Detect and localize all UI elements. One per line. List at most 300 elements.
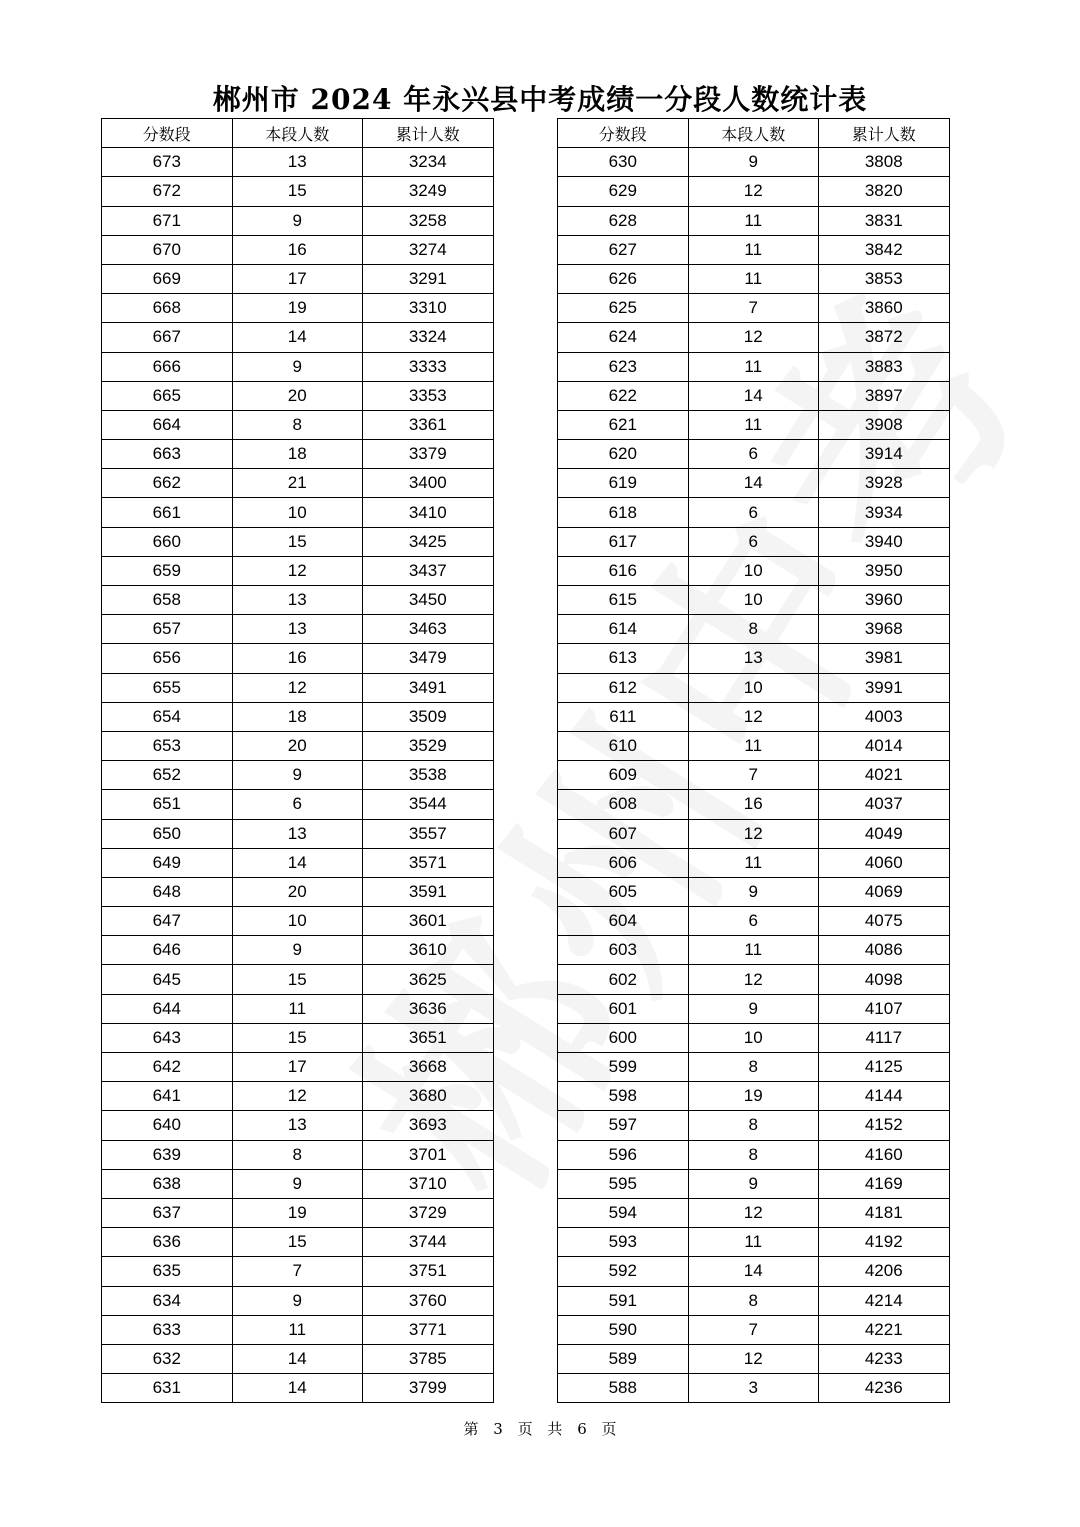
cumulative-count-cell: 4003 (819, 702, 950, 731)
score-band-cell: 621 (558, 410, 689, 439)
band-count-cell: 13 (232, 1111, 363, 1140)
table-row (558, 1228, 950, 1257)
band-count-cell: 15 (232, 177, 363, 206)
score-band-cell: 600 (558, 1023, 689, 1052)
band-count-cell: 11 (688, 264, 819, 293)
score-band-cell: 626 (558, 264, 689, 293)
table-row (102, 702, 494, 731)
score-band-cell: 671 (102, 206, 233, 235)
score-band-cell: 637 (102, 1198, 233, 1227)
band-count-cell: 10 (688, 556, 819, 585)
cumulative-count-cell: 3981 (819, 644, 950, 673)
score-band-cell: 610 (558, 731, 689, 760)
band-count-cell: 12 (232, 673, 363, 702)
score-band-cell: 612 (558, 673, 689, 702)
score-band-cell: 667 (102, 323, 233, 352)
score-band-cell: 669 (102, 264, 233, 293)
table-row (558, 1315, 950, 1344)
band-count-cell: 8 (232, 1140, 363, 1169)
band-count-cell: 12 (688, 1198, 819, 1227)
score-band-cell: 591 (558, 1286, 689, 1315)
band-count-cell: 12 (688, 323, 819, 352)
score-band-cell: 609 (558, 761, 689, 790)
score-band-cell: 659 (102, 556, 233, 585)
cumulative-count-cell: 3601 (363, 907, 494, 936)
table-row (102, 1315, 494, 1344)
score-band-cell: 672 (102, 177, 233, 206)
cumulative-count-cell: 3425 (363, 527, 494, 556)
band-count-cell: 9 (688, 148, 819, 177)
table-row (558, 177, 950, 206)
cumulative-count-cell: 3437 (363, 556, 494, 585)
band-count-cell: 12 (688, 702, 819, 731)
band-count-cell: 9 (232, 1169, 363, 1198)
band-count-cell: 13 (232, 819, 363, 848)
score-band-cell: 620 (558, 440, 689, 469)
cumulative-count-cell: 4098 (819, 965, 950, 994)
band-count-cell: 12 (232, 556, 363, 585)
table-row (102, 323, 494, 352)
cumulative-count-cell: 3751 (363, 1257, 494, 1286)
table-header-row (558, 119, 950, 148)
table-row (558, 702, 950, 731)
table-row (102, 527, 494, 556)
cumulative-count-cell: 3680 (363, 1082, 494, 1111)
cumulative-count-cell: 3701 (363, 1140, 494, 1169)
table-row (558, 1169, 950, 1198)
score-band-cell: 665 (102, 381, 233, 410)
table-row (558, 1082, 950, 1111)
footer-page-number: 3 (493, 1420, 503, 1438)
score-band-cell: 592 (558, 1257, 689, 1286)
table-row (558, 586, 950, 615)
table-row (558, 1140, 950, 1169)
band-count-cell: 11 (232, 1315, 363, 1344)
cumulative-count-cell: 4086 (819, 936, 950, 965)
cumulative-count-cell: 3785 (363, 1344, 494, 1373)
score-band-cell: 647 (102, 907, 233, 936)
cumulative-count-cell: 3799 (363, 1374, 494, 1403)
cumulative-count-cell: 3479 (363, 644, 494, 673)
cumulative-count-cell: 3591 (363, 877, 494, 906)
score-band-cell: 615 (558, 586, 689, 615)
band-count-cell: 14 (232, 323, 363, 352)
table-row (102, 644, 494, 673)
table-row (558, 848, 950, 877)
score-band-cell: 651 (102, 790, 233, 819)
score-band-cell: 624 (558, 323, 689, 352)
band-count-cell: 19 (688, 1082, 819, 1111)
table-row (558, 965, 950, 994)
score-band-cell: 634 (102, 1286, 233, 1315)
band-count-cell: 17 (232, 264, 363, 293)
header-score-band: 分数段 (102, 119, 233, 148)
cumulative-count-cell: 3333 (363, 352, 494, 381)
cumulative-count-cell: 4125 (819, 1053, 950, 1082)
band-count-cell: 17 (232, 1053, 363, 1082)
cumulative-count-cell: 3491 (363, 673, 494, 702)
score-band-cell: 656 (102, 644, 233, 673)
table-row (558, 994, 950, 1023)
cumulative-count-cell: 3729 (363, 1198, 494, 1227)
table-row (102, 148, 494, 177)
score-band-cell: 662 (102, 469, 233, 498)
table-row (558, 877, 950, 906)
score-band-cell: 633 (102, 1315, 233, 1344)
table-row (558, 1286, 950, 1315)
cumulative-count-cell: 4192 (819, 1228, 950, 1257)
score-band-cell: 605 (558, 877, 689, 906)
table-row (102, 1374, 494, 1403)
cumulative-count-cell: 4236 (819, 1374, 950, 1403)
score-band-cell: 593 (558, 1228, 689, 1257)
cumulative-count-cell: 3249 (363, 177, 494, 206)
band-count-cell: 7 (688, 294, 819, 323)
cumulative-count-cell: 3693 (363, 1111, 494, 1140)
table-row (102, 294, 494, 323)
score-band-cell: 627 (558, 235, 689, 264)
cumulative-count-cell: 3771 (363, 1315, 494, 1344)
band-count-cell: 15 (232, 527, 363, 556)
cumulative-count-cell: 4075 (819, 907, 950, 936)
page-footer (0, 1418, 1080, 1439)
band-count-cell: 7 (688, 761, 819, 790)
score-band-cell: 658 (102, 586, 233, 615)
cumulative-count-cell: 4117 (819, 1023, 950, 1052)
table-row (558, 352, 950, 381)
cumulative-count-cell: 3509 (363, 702, 494, 731)
band-count-cell: 16 (688, 790, 819, 819)
table-row (558, 761, 950, 790)
table-row (558, 498, 950, 527)
table-row (558, 790, 950, 819)
score-band-cell: 640 (102, 1111, 233, 1140)
band-count-cell: 14 (688, 381, 819, 410)
score-band-cell: 635 (102, 1257, 233, 1286)
band-count-cell: 11 (688, 848, 819, 877)
cumulative-count-cell: 3379 (363, 440, 494, 469)
band-count-cell: 20 (232, 877, 363, 906)
cumulative-count-cell: 3991 (819, 673, 950, 702)
table-row (102, 673, 494, 702)
score-band-cell: 643 (102, 1023, 233, 1052)
cumulative-count-cell: 4160 (819, 1140, 950, 1169)
score-band-cell: 642 (102, 1053, 233, 1082)
band-count-cell: 19 (232, 1198, 363, 1227)
cumulative-count-cell: 3571 (363, 848, 494, 877)
table-row (102, 1228, 494, 1257)
cumulative-count-cell: 3950 (819, 556, 950, 585)
score-table-left (101, 118, 494, 1403)
cumulative-count-cell: 3842 (819, 235, 950, 264)
table-row (102, 177, 494, 206)
cumulative-count-cell: 3410 (363, 498, 494, 527)
cumulative-count-cell: 3274 (363, 235, 494, 264)
band-count-cell: 14 (688, 1257, 819, 1286)
cumulative-count-cell: 3744 (363, 1228, 494, 1257)
band-count-cell: 8 (688, 1053, 819, 1082)
band-count-cell: 9 (232, 1286, 363, 1315)
table-row (558, 819, 950, 848)
score-band-cell: 599 (558, 1053, 689, 1082)
band-count-cell: 10 (232, 907, 363, 936)
cumulative-count-cell: 3353 (363, 381, 494, 410)
score-band-cell: 641 (102, 1082, 233, 1111)
band-count-cell: 9 (232, 761, 363, 790)
table-row (558, 644, 950, 673)
table-row (102, 469, 494, 498)
table-row (558, 527, 950, 556)
band-count-cell: 21 (232, 469, 363, 498)
band-count-cell: 8 (688, 1140, 819, 1169)
table-row (558, 323, 950, 352)
table-row (102, 965, 494, 994)
table-row (102, 235, 494, 264)
cumulative-count-cell: 3400 (363, 469, 494, 498)
table-row (558, 907, 950, 936)
score-band-cell: 623 (558, 352, 689, 381)
score-band-cell: 601 (558, 994, 689, 1023)
table-row (558, 556, 950, 585)
score-band-cell: 652 (102, 761, 233, 790)
cumulative-count-cell: 4014 (819, 731, 950, 760)
cumulative-count-cell: 3940 (819, 527, 950, 556)
band-count-cell: 9 (688, 877, 819, 906)
band-count-cell: 18 (232, 702, 363, 731)
table-row (102, 615, 494, 644)
band-count-cell: 13 (232, 148, 363, 177)
band-count-cell: 7 (688, 1315, 819, 1344)
band-count-cell: 12 (688, 1344, 819, 1373)
table-row (558, 731, 950, 760)
header-band-count: 本段人数 (232, 119, 363, 148)
table-row (102, 1169, 494, 1198)
band-count-cell: 9 (232, 206, 363, 235)
score-band-cell: 588 (558, 1374, 689, 1403)
band-count-cell: 9 (232, 352, 363, 381)
table-row (558, 1111, 950, 1140)
score-band-cell: 625 (558, 294, 689, 323)
band-count-cell: 10 (232, 498, 363, 527)
score-band-cell: 598 (558, 1082, 689, 1111)
table-row (102, 1023, 494, 1052)
band-count-cell: 13 (688, 644, 819, 673)
band-count-cell: 6 (688, 527, 819, 556)
cumulative-count-cell: 4144 (819, 1082, 950, 1111)
band-count-cell: 8 (688, 615, 819, 644)
score-band-cell: 645 (102, 965, 233, 994)
cumulative-count-cell: 3853 (819, 264, 950, 293)
band-count-cell: 15 (232, 1023, 363, 1052)
cumulative-count-cell: 3538 (363, 761, 494, 790)
score-band-cell: 613 (558, 644, 689, 673)
band-count-cell: 11 (232, 994, 363, 1023)
cumulative-count-cell: 4221 (819, 1315, 950, 1344)
band-count-cell: 13 (232, 615, 363, 644)
table-row (102, 1053, 494, 1082)
footer-total-unit: 页 (601, 1420, 617, 1438)
band-count-cell: 15 (232, 965, 363, 994)
footer-total-pages: 6 (577, 1420, 587, 1438)
footer-total-prefix: 共 (547, 1420, 563, 1438)
score-band-cell: 649 (102, 848, 233, 877)
footer-page-unit: 页 (517, 1420, 533, 1438)
cumulative-count-cell: 4049 (819, 819, 950, 848)
table-row (558, 264, 950, 293)
cumulative-count-cell: 4107 (819, 994, 950, 1023)
cumulative-count-cell: 3668 (363, 1053, 494, 1082)
band-count-cell: 11 (688, 352, 819, 381)
cumulative-count-cell: 3636 (363, 994, 494, 1023)
score-band-cell: 631 (102, 1374, 233, 1403)
table-row (558, 673, 950, 702)
table-row (102, 1140, 494, 1169)
score-band-cell: 594 (558, 1198, 689, 1227)
table-row (102, 994, 494, 1023)
cumulative-count-cell: 4069 (819, 877, 950, 906)
cumulative-count-cell: 3557 (363, 819, 494, 848)
cumulative-count-cell: 3463 (363, 615, 494, 644)
score-band-cell: 653 (102, 731, 233, 760)
band-count-cell: 9 (688, 994, 819, 1023)
table-row (558, 1023, 950, 1052)
score-band-cell: 664 (102, 410, 233, 439)
score-band-cell: 590 (558, 1315, 689, 1344)
cumulative-count-cell: 3625 (363, 965, 494, 994)
score-band-cell: 666 (102, 352, 233, 381)
score-band-cell: 597 (558, 1111, 689, 1140)
band-count-cell: 6 (688, 907, 819, 936)
band-count-cell: 10 (688, 673, 819, 702)
cumulative-count-cell: 4060 (819, 848, 950, 877)
band-count-cell: 9 (232, 936, 363, 965)
table-row (102, 1257, 494, 1286)
band-count-cell: 18 (232, 440, 363, 469)
table-row (558, 1053, 950, 1082)
band-count-cell: 8 (688, 1286, 819, 1315)
table-row (102, 410, 494, 439)
score-band-cell: 589 (558, 1344, 689, 1373)
table-row (102, 264, 494, 293)
band-count-cell: 11 (688, 731, 819, 760)
cumulative-count-cell: 3968 (819, 615, 950, 644)
cumulative-count-cell: 4181 (819, 1198, 950, 1227)
band-count-cell: 19 (232, 294, 363, 323)
table-row (558, 381, 950, 410)
score-band-cell: 606 (558, 848, 689, 877)
table-row (558, 206, 950, 235)
table-header-row (102, 119, 494, 148)
score-band-cell: 670 (102, 235, 233, 264)
cumulative-count-cell: 4169 (819, 1169, 950, 1198)
band-count-cell: 15 (232, 1228, 363, 1257)
footer-prefix: 第 (463, 1420, 479, 1438)
band-count-cell: 16 (232, 644, 363, 673)
cumulative-count-cell: 3544 (363, 790, 494, 819)
band-count-cell: 12 (688, 177, 819, 206)
cumulative-count-cell: 3914 (819, 440, 950, 469)
table-row (558, 469, 950, 498)
cumulative-count-cell: 3258 (363, 206, 494, 235)
band-count-cell: 11 (688, 410, 819, 439)
band-count-cell: 9 (688, 1169, 819, 1198)
band-count-cell: 14 (232, 848, 363, 877)
band-count-cell: 10 (688, 586, 819, 615)
band-count-cell: 8 (688, 1111, 819, 1140)
cumulative-count-cell: 3529 (363, 731, 494, 760)
table-row (102, 498, 494, 527)
score-band-cell: 636 (102, 1228, 233, 1257)
cumulative-count-cell: 3883 (819, 352, 950, 381)
table-row (558, 148, 950, 177)
band-count-cell: 14 (232, 1374, 363, 1403)
score-band-cell: 595 (558, 1169, 689, 1198)
cumulative-count-cell: 3960 (819, 586, 950, 615)
cumulative-count-cell: 4206 (819, 1257, 950, 1286)
score-band-cell: 602 (558, 965, 689, 994)
table-row (102, 556, 494, 585)
table-row (558, 294, 950, 323)
cumulative-count-cell: 3610 (363, 936, 494, 965)
cumulative-count-cell: 3361 (363, 410, 494, 439)
score-band-cell: 607 (558, 819, 689, 848)
table-row (558, 1198, 950, 1227)
table-row (102, 206, 494, 235)
band-count-cell: 12 (232, 1082, 363, 1111)
score-band-cell: 660 (102, 527, 233, 556)
score-band-cell: 618 (558, 498, 689, 527)
table-row (558, 1374, 950, 1403)
band-count-cell: 14 (232, 1344, 363, 1373)
cumulative-count-cell: 4214 (819, 1286, 950, 1315)
cumulative-count-cell: 4152 (819, 1111, 950, 1140)
score-band-cell: 608 (558, 790, 689, 819)
score-band-cell: 611 (558, 702, 689, 731)
table-row (102, 1286, 494, 1315)
table-row (102, 790, 494, 819)
band-count-cell: 11 (688, 206, 819, 235)
score-table-right (557, 118, 950, 1403)
score-band-cell: 654 (102, 702, 233, 731)
score-band-cell: 596 (558, 1140, 689, 1169)
table-row (102, 1344, 494, 1373)
band-count-cell: 12 (688, 965, 819, 994)
table-row (558, 440, 950, 469)
score-band-cell: 657 (102, 615, 233, 644)
score-band-cell: 648 (102, 877, 233, 906)
table-row (102, 1082, 494, 1111)
score-band-cell: 650 (102, 819, 233, 848)
cumulative-count-cell: 3450 (363, 586, 494, 615)
cumulative-count-cell: 3820 (819, 177, 950, 206)
cumulative-count-cell: 4037 (819, 790, 950, 819)
score-band-cell: 629 (558, 177, 689, 206)
header-band-count: 本段人数 (688, 119, 819, 148)
score-band-cell: 628 (558, 206, 689, 235)
score-band-cell: 639 (102, 1140, 233, 1169)
score-band-cell: 663 (102, 440, 233, 469)
cumulative-count-cell: 3860 (819, 294, 950, 323)
score-band-cell: 622 (558, 381, 689, 410)
score-band-cell: 603 (558, 936, 689, 965)
table-row (102, 352, 494, 381)
cumulative-count-cell: 3934 (819, 498, 950, 527)
table-row (102, 1198, 494, 1227)
table-row (102, 877, 494, 906)
cumulative-count-cell: 3872 (819, 323, 950, 352)
score-band-cell: 616 (558, 556, 689, 585)
band-count-cell: 11 (688, 936, 819, 965)
